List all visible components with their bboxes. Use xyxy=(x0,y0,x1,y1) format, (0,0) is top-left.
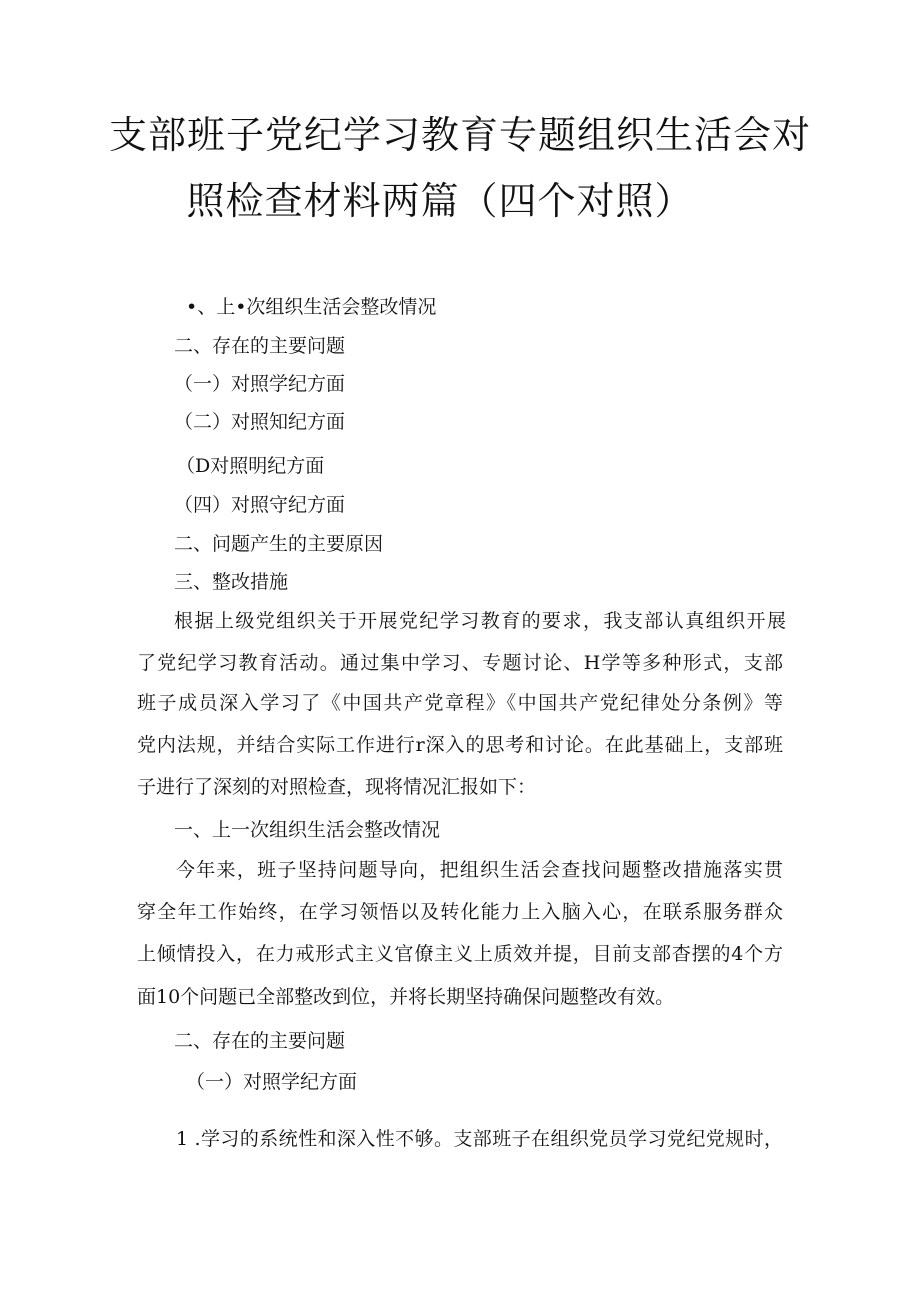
paragraph-line: 根据上级党组织关于开展党纪学习教育的要求，我支部认真组织开展 xyxy=(174,610,786,632)
toc-item: （二）对照知纪方面 xyxy=(174,411,346,433)
toc-item: （D对照明纪方面 xyxy=(176,455,325,477)
paragraph-line: 班子成员深入学习了《中国共产党章程》《中国共产党纪律处分条例》等 xyxy=(137,692,783,714)
toc-item: （四）对照守纪方面 xyxy=(174,494,346,516)
paragraph-line: 子进行了深刻的对照检查，现将情况汇报如下： xyxy=(137,776,537,798)
subsection-heading: （一）对照学纪方面 xyxy=(186,1071,358,1093)
paragraph-line: 上倾情投入，在力戒形式主义官僚主义上质效并提，目前支部杳摆的4个方 xyxy=(137,943,783,965)
paragraph-line: 党内法规，并结合实际工作进行r深入的思考和讨论。在此基础上，支部班 xyxy=(137,734,783,756)
paragraph-line: 了党纪学习教育活动。通过集中学习、专题讨论、H学等多种形式，支部 xyxy=(137,652,783,674)
document-title-line-1: 支部班子党纪学习教育专题组织生活会对 xyxy=(108,113,811,157)
toc-item: 二、存在的主要问题 xyxy=(174,335,346,357)
toc-item: 二、问题产生的主要原因 xyxy=(174,533,384,555)
paragraph-line: 面10个问题已全部整改到位，并将长期坚持确保问题整改有效。 xyxy=(137,986,675,1008)
list-item: 1 .学习的系统性和深入性不够。支部班子在组织党员学习党纪党规时， xyxy=(176,1128,783,1150)
document-title-line-2: 照检查材料两篇（四个对照） xyxy=(186,179,694,223)
toc-item: （一）对照学纪方面 xyxy=(174,373,346,395)
paragraph-line: 穿全年工作始终，在学习领悟以及转化能力上入脑入心，在联系服务群众 xyxy=(137,901,783,923)
section-heading: 一、上一次组织生活会整改情况 xyxy=(174,819,441,841)
toc-item: 三、整改措施 xyxy=(174,571,289,593)
toc-item: •、上•次组织生活会整改情况 xyxy=(186,296,437,318)
section-heading: 二、存在的主要问题 xyxy=(174,1030,346,1052)
paragraph-line: 今年来，班子坚持问题导向，把组织生活会查找问题整改措施落实贯 xyxy=(176,859,783,881)
